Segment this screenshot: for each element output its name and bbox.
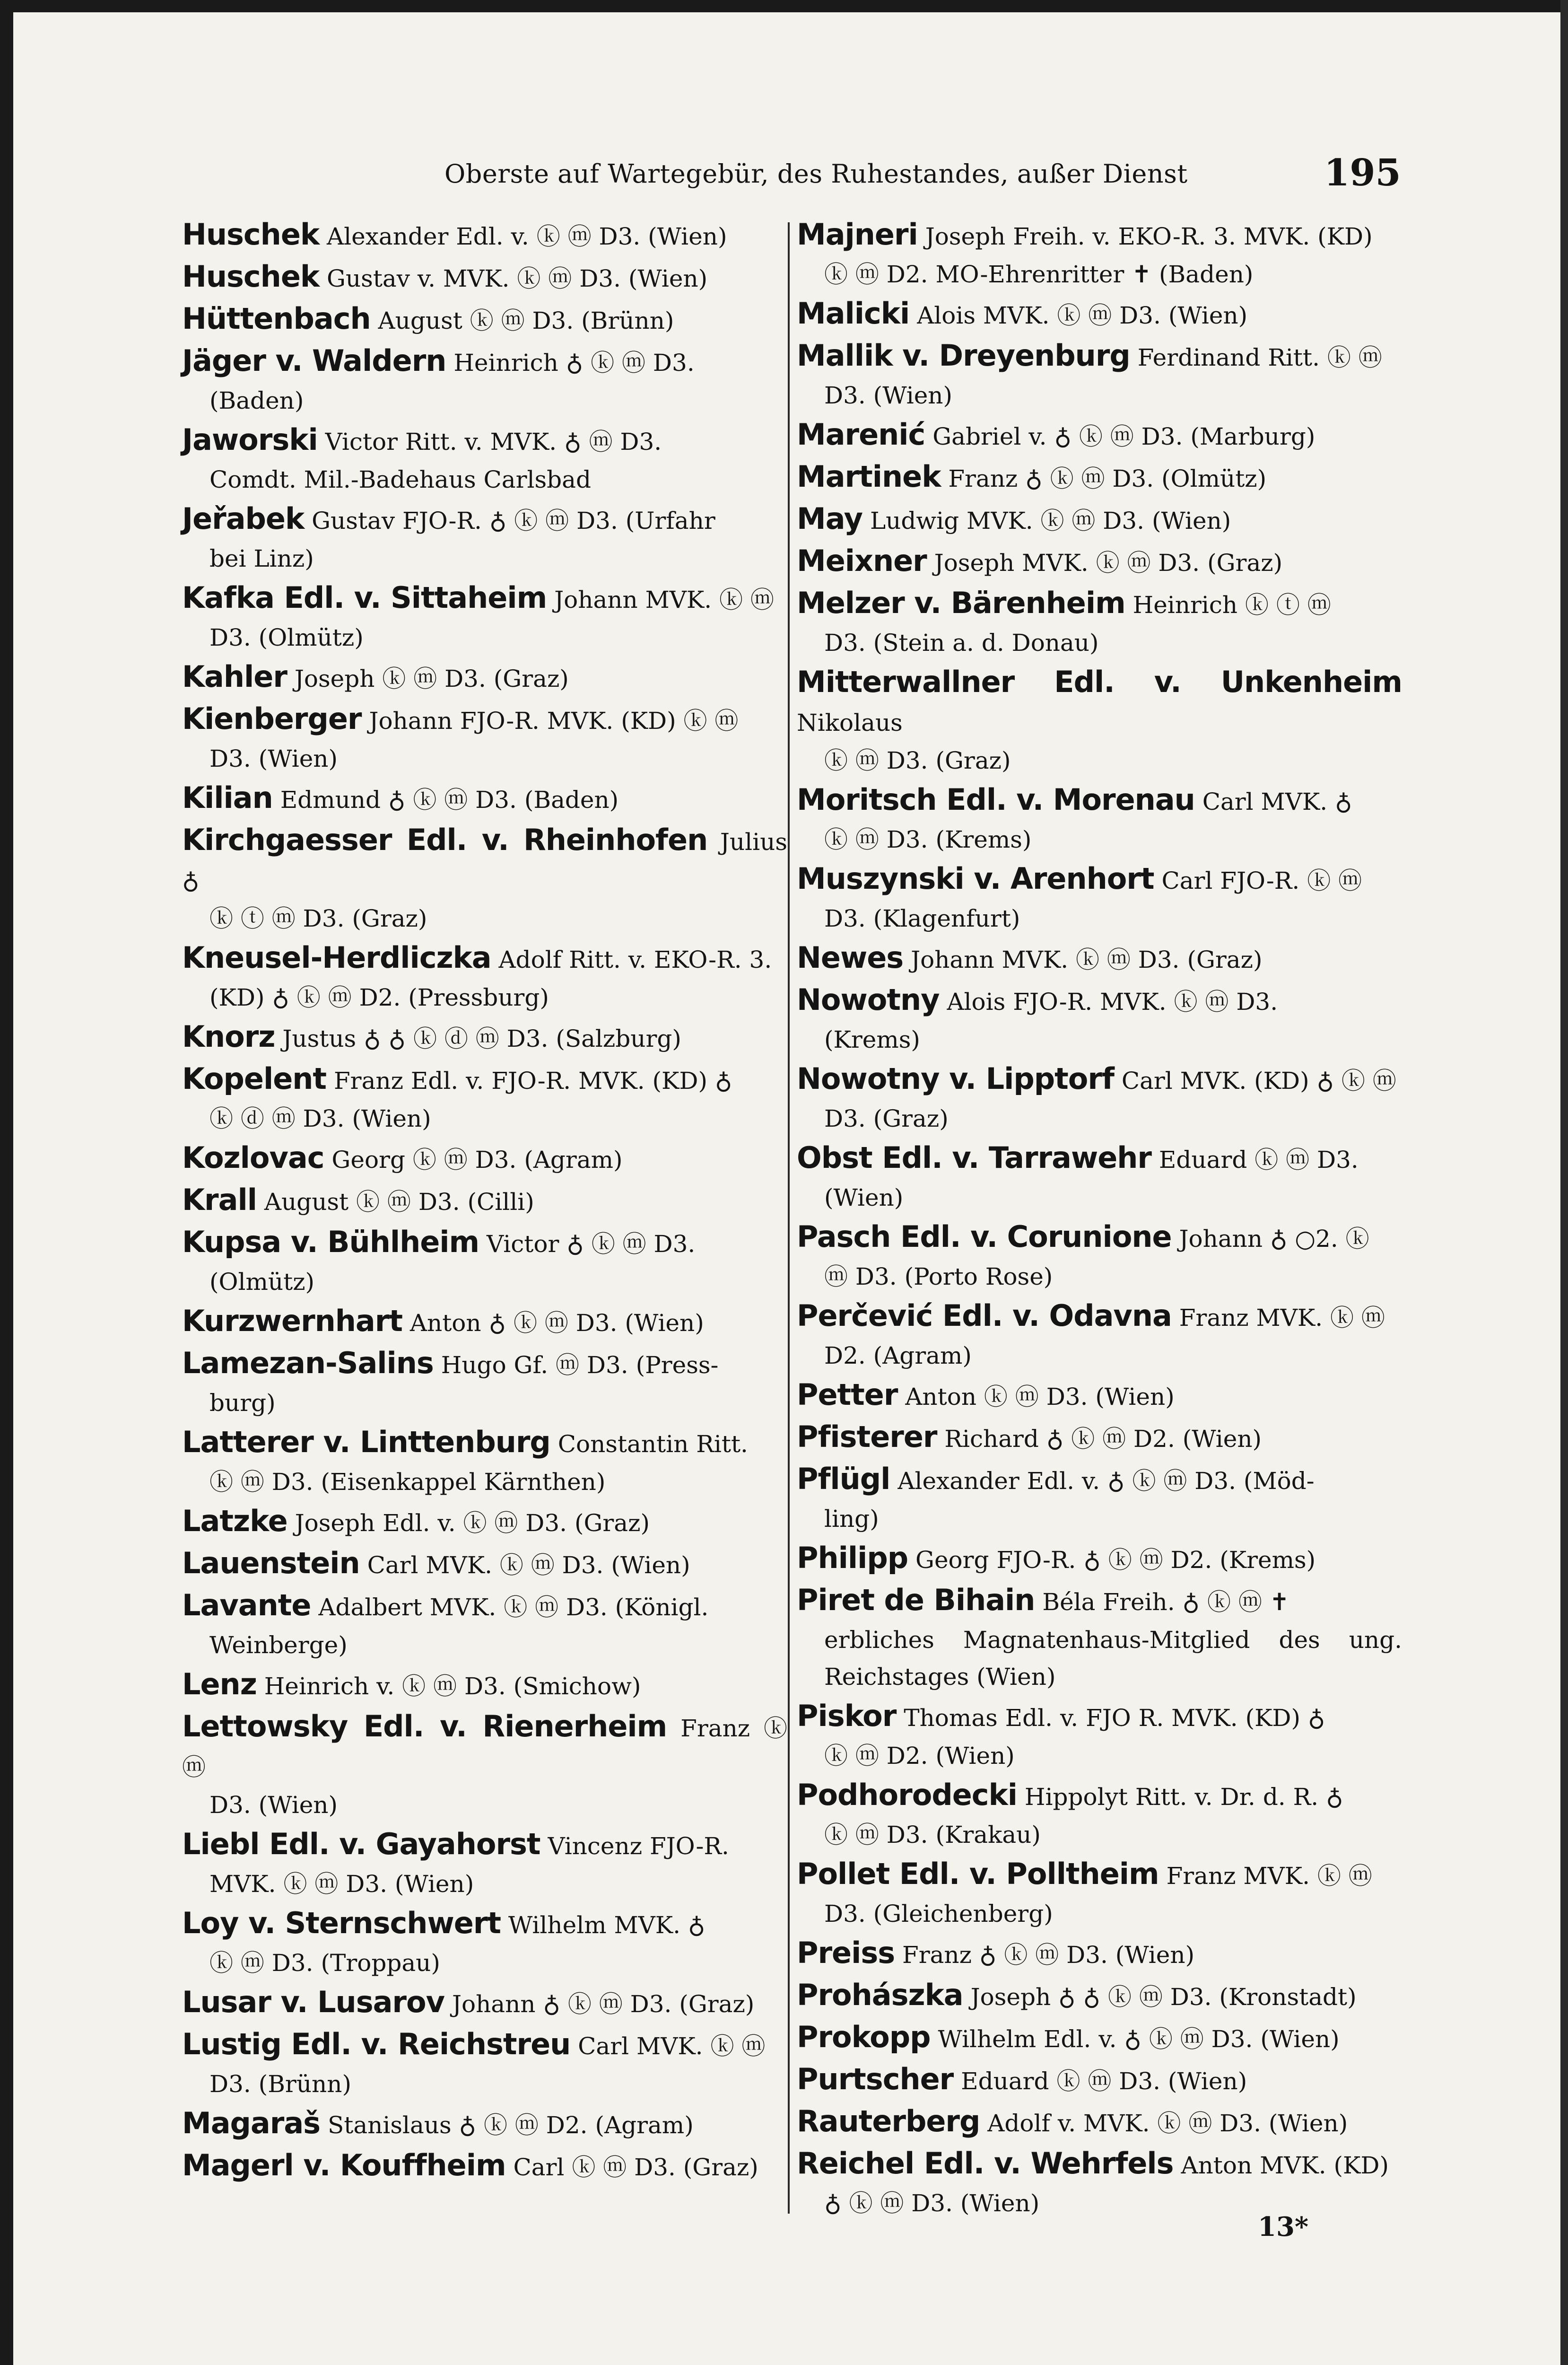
register-entry [797, 499, 1402, 540]
register-entry [797, 215, 1402, 293]
register-entry [797, 1060, 1402, 1137]
entry-surname: Latzke [182, 1504, 287, 1538]
register-entry [182, 821, 787, 937]
register-entry [182, 1502, 787, 1542]
entry-details: Joseph Freih. v. EKO-R. 3. MVK. (KD) [925, 223, 1373, 250]
entry-surname: Lusar v. Lusarov [182, 1985, 445, 2019]
entry-surname: Nowotny v. Lipptorf [797, 1061, 1114, 1096]
register-entry [182, 578, 787, 656]
entry-surname: Kienberger [182, 701, 362, 736]
entry-details: Heinrich ⓚ ⓣ ⓜ [1132, 591, 1331, 619]
entry-surname: Hüttenbach [182, 301, 371, 336]
entry-surname: Magerl v. Kouffheim [182, 2148, 506, 2182]
entry-surname: Newes [797, 940, 904, 975]
entry-surname: Liebl Edl. v. Gayahorst [182, 1827, 540, 1861]
register-entry [797, 780, 1402, 858]
entry-surname: Jeřabek [182, 501, 305, 536]
entry-surname: Lavante [182, 1588, 311, 1622]
register-entry [797, 1218, 1402, 1295]
entry-surname: Jaworski [182, 422, 318, 457]
register-entry [797, 1934, 1402, 1974]
scan-border-right [1560, 0, 1568, 2365]
entry-details: Victor ♁ ⓚ ⓜ D3. [487, 1230, 696, 1258]
register-entry [182, 1904, 787, 1981]
entry-details: Carl MVK. ♁ [1202, 788, 1352, 815]
entry-continuation: D3. (Wien) [824, 382, 952, 409]
entry-surname: Huschek [182, 217, 320, 252]
entry-continuation: Comdt. Mil.-Badehaus Carlsbad [209, 466, 591, 493]
entry-details: Justus ♁ ♁ ⓚ ⓓ ⓜ D3. (Salzburg) [282, 1025, 681, 1052]
register-entry [182, 1544, 787, 1585]
register-entry [182, 1665, 787, 1706]
entry-surname: Lustig Edl. v. Reichstreu [182, 2027, 571, 2061]
entry-details: Ferdinand Ritt. ⓚ ⓜ [1137, 344, 1382, 371]
register-entry [797, 1375, 1402, 1416]
entry-continuation: D3. (Wien) [209, 1791, 338, 1819]
entry-surname: Perčević Edl. v. Odavna [797, 1298, 1172, 1333]
entry-continuation: D3. (Klagenfurt) [824, 905, 1020, 932]
entry-surname: Mallik v. Dreyenburg [797, 338, 1130, 373]
entry-details: Wilhelm Edl. v. ♁ ⓚ ⓜ D3. (Wien) [938, 2025, 1340, 2053]
entry-surname: Pflügl [797, 1462, 890, 1496]
entry-details: Béla Freih. ♁ ⓚ ⓜ ✝ [1042, 1588, 1289, 1616]
register-entry [182, 1344, 787, 1421]
entry-surname: Moritsch Edl. v. Morenau [797, 782, 1195, 817]
register-entry [797, 1697, 1402, 1774]
entry-details: Franz MVK. ⓚ ⓜ [1179, 1304, 1385, 1331]
entry-surname: Lauenstein [182, 1546, 360, 1580]
entry-continuation: ⓚ ⓜ D2. (Wien) [824, 1742, 1015, 1769]
entry-surname: Obst Edl. v. Tarrawehr [797, 1140, 1152, 1175]
register-entry [182, 1825, 787, 1902]
entry-surname: Lettowsky Edl. v. Rienerheim [182, 1709, 667, 1743]
left-column [182, 215, 787, 2188]
register-entry [797, 1776, 1402, 1853]
entry-surname: Loy v. Sternschwert [182, 1906, 501, 1940]
entry-surname: Malicki [797, 296, 910, 331]
register-entry [182, 1181, 787, 1221]
entry-surname: Latterer v. Linttenburg [182, 1425, 550, 1459]
register-entry [182, 657, 787, 698]
register-entry [797, 1976, 1402, 2016]
register-entry [182, 499, 787, 577]
entry-details: Stanislaus ♁ ⓚ ⓜ D2. (Agram) [327, 2111, 694, 2139]
entry-details: Alexander Edl. v. ♁ ⓚ ⓜ D3. (Möd- [897, 1467, 1315, 1495]
entry-details: Georg ⓚ ⓜ D3. (Agram) [331, 1146, 623, 1174]
entry-continuation: burg) [209, 1389, 276, 1417]
register-entry [797, 1296, 1402, 1374]
entry-surname: Meixner [797, 543, 927, 578]
entry-details: Anton ♁ ⓚ ⓜ D3. (Wien) [409, 1309, 704, 1337]
entry-details: Gustav FJO-R. ♁ ⓚ ⓜ D3. (Urfahr [312, 507, 715, 534]
entry-details: Hippolyt Ritt. v. Dr. d. R. ♁ [1024, 1783, 1343, 1811]
entry-surname: Kozlovac [182, 1140, 324, 1175]
entry-details: Adolf Ritt. v. EKO-R. 3. [498, 946, 772, 973]
entry-details: Hugo Gf. ⓜ D3. (Press- [441, 1351, 719, 1379]
signature-mark: 13* [1258, 2211, 1309, 2242]
entry-surname: Krall [182, 1182, 257, 1217]
register-entry [182, 2146, 787, 2187]
entry-continuation: ⓚ ⓜ D3. (Graz) [824, 747, 1011, 774]
entry-continuation: D2. (Agram) [824, 1342, 972, 1369]
entry-continuation: (KD) ♁ ⓚ ⓜ D2. (Pressburg) [209, 984, 549, 1011]
entry-details: Joseph MVK. ⓚ ⓜ D3. (Graz) [934, 549, 1283, 577]
register-entry [797, 2144, 1402, 2222]
entry-details: Wilhelm MVK. ♁ [508, 1911, 706, 1939]
register-entry [182, 215, 787, 256]
register-entry [797, 294, 1402, 335]
register-entry [797, 1418, 1402, 1458]
register-entry [797, 1855, 1402, 1932]
entry-surname: Kurzwernhart [182, 1304, 402, 1338]
entry-surname: Piskor [797, 1699, 897, 1733]
entry-surname: May [797, 501, 863, 536]
entry-continuation: (Olmütz) [209, 1268, 315, 1296]
register-entry [797, 859, 1402, 937]
register-entry [182, 1423, 787, 1500]
entry-continuation: ♁ ⓚ ⓜ D3. (Wien) [824, 2190, 1040, 2217]
entry-details: Joseph ♁ ♁ ⓚ ⓜ D3. (Kronstadt) [970, 1983, 1357, 2011]
entry-surname: Magaraš [182, 2106, 321, 2140]
entry-continuation: ⓚ ⓜ D3. (Krems) [824, 826, 1032, 853]
entry-details: Nikolaus [797, 709, 903, 736]
register-entry [182, 2104, 787, 2145]
entry-details: August ⓚ ⓜ D3. (Brünn) [378, 307, 674, 334]
entry-surname: Preiss [797, 1936, 895, 1970]
register-entry [797, 1581, 1402, 1695]
entry-details: Joseph Edl. v. ⓚ ⓜ D3. (Graz) [295, 1509, 650, 1537]
entry-continuation: D3. (Olmütz) [209, 624, 364, 651]
entry-continuation: erbliches Magnatenhaus-Mitglied des ung. Reichstages (Wien) [824, 1626, 1402, 1691]
register-entry [797, 938, 1402, 979]
register-entry [182, 700, 787, 777]
entry-details: Franz MVK. ⓚ ⓜ [1166, 1862, 1372, 1890]
register-entry [182, 1586, 787, 1664]
entry-details: Carl ⓚ ⓜ D3. (Graz) [513, 2154, 758, 2181]
entry-continuation: D3. (Graz) [824, 1105, 949, 1132]
entry-surname: Purtscher [797, 2062, 954, 2096]
entry-details: Edmund ♁ ⓚ ⓜ D3. (Baden) [280, 786, 619, 814]
entry-details: Carl FJO-R. ⓚ ⓜ [1161, 867, 1362, 894]
entry-details: Johann MVK. ⓚ ⓜ D3. (Graz) [911, 946, 1263, 973]
entry-details: Adolf v. MVK. ⓚ ⓜ D3. (Wien) [987, 2110, 1348, 2137]
register-entry [797, 2018, 1402, 2058]
entry-surname: Kneusel-Herdliczka [182, 940, 491, 975]
register-entry [797, 336, 1402, 414]
register-entry [182, 420, 787, 498]
entry-details: Richard ♁ ⓚ ⓜ D2. (Wien) [944, 1425, 1262, 1453]
entry-continuation: D3. (Gleichenberg) [824, 1900, 1053, 1927]
entry-details: Johann MVK. ⓚ ⓜ [554, 586, 774, 613]
entry-continuation: (Wien) [824, 1184, 904, 1211]
register-entry [182, 2025, 787, 2102]
entry-details: Ludwig MVK. ⓚ ⓜ D3. (Wien) [870, 507, 1231, 534]
entry-continuation: ⓚ ⓣ ⓜ D3. (Graz) [209, 905, 427, 932]
entry-surname: Philipp [797, 1541, 908, 1575]
entry-surname: Jäger v. Waldern [182, 343, 446, 378]
entry-continuation: D3. (Stein a. d. Donau) [824, 629, 1099, 657]
entry-details: Franz Edl. v. FJO-R. MVK. (KD) ♁ [333, 1067, 732, 1095]
entry-surname: Nowotny [797, 982, 940, 1017]
entry-details: Alois FJO-R. MVK. ⓚ ⓜ D3. [947, 988, 1278, 1016]
entry-continuation: ⓚ ⓓ ⓜ D3. (Wien) [209, 1105, 431, 1132]
entry-details: Gustav v. MVK. ⓚ ⓜ D3. (Wien) [327, 265, 708, 292]
entry-continuation: (Krems) [824, 1026, 920, 1053]
scan-border-left [0, 0, 13, 2365]
entry-surname: Kafka Edl. v. Sittaheim [182, 580, 547, 615]
register-entry [797, 2102, 1402, 2143]
entry-surname: Reichel Edl. v. Wehrfels [797, 2146, 1174, 2181]
entry-details: Eduard ⓚ ⓜ D3. (Wien) [961, 2067, 1247, 2095]
register-entry [182, 1707, 787, 1823]
entry-continuation: (Baden) [209, 387, 304, 414]
entry-continuation: MVK. ⓚ ⓜ D3. (Wien) [209, 1870, 474, 1898]
entry-details: Carl MVK. (KD) ♁ ⓚ ⓜ [1121, 1067, 1396, 1095]
entry-surname: Kahler [182, 659, 287, 694]
entry-details: Johann ♁ ○2. ⓚ [1179, 1225, 1369, 1253]
register-entry [182, 1223, 787, 1300]
entry-details: Gabriel v. ♁ ⓚ ⓜ D3. (Marburg) [932, 423, 1315, 450]
scan-border-top [0, 0, 1568, 12]
entry-continuation: ⓜ D3. (Porto Rose) [824, 1263, 1053, 1290]
entry-details: Alois MVK. ⓚ ⓜ D3. (Wien) [917, 302, 1248, 329]
entry-details: Joseph ⓚ ⓜ D3. (Graz) [294, 665, 569, 692]
entry-details: August ⓚ ⓜ D3. (Cilli) [264, 1188, 534, 1216]
register-entry [182, 299, 787, 340]
register-entry [797, 457, 1402, 498]
register-entry [797, 584, 1402, 661]
entry-surname: Pfisterer [797, 1419, 937, 1454]
entry-surname: Kopelent [182, 1061, 327, 1096]
register-entry [182, 779, 787, 819]
register-entry [797, 981, 1402, 1058]
entry-surname: Rauterberg [797, 2104, 980, 2138]
entry-surname: Prohászka [797, 1978, 963, 2012]
register-entry [182, 1139, 787, 1179]
entry-surname: Majneri [797, 217, 918, 252]
entry-surname: Kilian [182, 780, 273, 815]
entry-surname: Muszynski v. Arenhort [797, 861, 1154, 896]
entry-surname: Petter [797, 1377, 898, 1412]
entry-details: Franz ♁ ⓚ ⓜ D3. (Wien) [902, 1941, 1195, 1969]
entry-continuation: Weinberge) [209, 1631, 348, 1659]
entry-surname: Pasch Edl. v. Corunione [797, 1219, 1172, 1254]
entry-surname: Piret de Bihain [797, 1583, 1035, 1617]
register-entry [797, 415, 1402, 456]
entry-surname: Lamezan-Salins [182, 1346, 434, 1380]
entry-details: Eduard ⓚ ⓜ D3. [1159, 1146, 1359, 1174]
register-entry [797, 663, 1402, 779]
entry-continuation: ⓚ ⓜ D2. MO-Ehrenritter ✝ (Baden) [824, 261, 1254, 288]
entry-continuation: ling) [824, 1505, 879, 1533]
entry-surname: Martinek [797, 459, 941, 494]
entry-details: Anton MVK. (KD) [1181, 2152, 1389, 2179]
entry-details: Franz ♁ ⓚ ⓜ D3. (Olmütz) [948, 465, 1267, 492]
entry-details: Adalbert MVK. ⓚ ⓜ D3. (Königl. [318, 1594, 709, 1621]
register-entry [797, 2060, 1402, 2101]
entry-surname: Knorz [182, 1019, 275, 1054]
page-number: 195 [1324, 151, 1401, 194]
entry-details: Thomas Edl. v. FJO R. MVK. (KD) ♁ [904, 1704, 1325, 1732]
entry-details: Georg FJO-R. ♁ ⓚ ⓜ D2. (Krems) [915, 1546, 1316, 1574]
entry-surname: Kirchgaesser Edl. v. Rheinhofen [182, 823, 708, 857]
entry-continuation: bei Linz) [209, 545, 314, 572]
entry-details: Victor Ritt. v. MVK. ♁ ⓜ D3. [325, 428, 662, 455]
entry-surname: Kupsa v. Bühlheim [182, 1225, 479, 1259]
register-entry [182, 257, 787, 298]
entry-details: Heinrich ♁ ⓚ ⓜ D3. [453, 349, 695, 377]
entry-surname: Huschek [182, 259, 320, 294]
register-entry [182, 342, 787, 419]
entry-details: Franz ⓚ ⓜ [182, 1715, 788, 1781]
running-header: Oberste auf Wartegebür, des Ruhestandes, außer Dienst [444, 159, 1188, 189]
entry-details: Constantin Ritt. [558, 1430, 748, 1458]
register-entry [182, 1017, 787, 1058]
entry-surname: Marenić [797, 417, 925, 452]
entry-details: Carl MVK. ⓚ ⓜ D3. (Wien) [367, 1551, 690, 1579]
entry-details: Julius ♁ [182, 828, 787, 894]
register-entry [182, 938, 787, 1016]
entry-continuation: ⓚ ⓜ D3. (Krakau) [824, 1821, 1041, 1848]
register-entry [797, 1539, 1402, 1579]
register-entry [182, 1302, 787, 1342]
entry-continuation: D3. (Brünn) [209, 2070, 351, 2098]
entry-surname: Podhorodecki [797, 1778, 1017, 1812]
entry-details: Heinrich v. ⓚ ⓜ D3. (Smichow) [264, 1673, 641, 1700]
entry-details: Anton ⓚ ⓜ D3. (Wien) [905, 1383, 1175, 1410]
register-entry [182, 1060, 787, 1137]
entry-surname: Prokopp [797, 2020, 931, 2054]
entry-details: Carl MVK. ⓚ ⓜ [578, 2032, 766, 2060]
register-entry [797, 1139, 1402, 1216]
entry-continuation: ⓚ ⓜ D3. (Eisenkappel Kärnthen) [209, 1468, 606, 1496]
register-entry [797, 1460, 1402, 1537]
entry-details: Johann FJO-R. MVK. (KD) ⓚ ⓜ [369, 707, 739, 735]
entry-surname: Mitterwallner Edl. v. Unkenheim [797, 665, 1402, 699]
register-entry [797, 542, 1402, 582]
entry-details: Alexander Edl. v. ⓚ ⓜ D3. (Wien) [327, 223, 727, 250]
right-column [797, 215, 1402, 2223]
entry-details: Johann ♁ ⓚ ⓜ D3. (Graz) [452, 1990, 755, 2018]
entry-surname: Melzer v. Bärenheim [797, 586, 1125, 620]
register-entry [182, 1983, 787, 2023]
entry-continuation: D3. (Wien) [209, 745, 338, 772]
entry-continuation: ⓚ ⓜ D3. (Troppau) [209, 1949, 440, 1977]
entry-surname: Pollet Edl. v. Polltheim [797, 1857, 1159, 1891]
entry-surname: Lenz [182, 1667, 257, 1701]
entry-details: Vincenz FJO-R. [548, 1832, 729, 1860]
column-divider [788, 222, 790, 2214]
